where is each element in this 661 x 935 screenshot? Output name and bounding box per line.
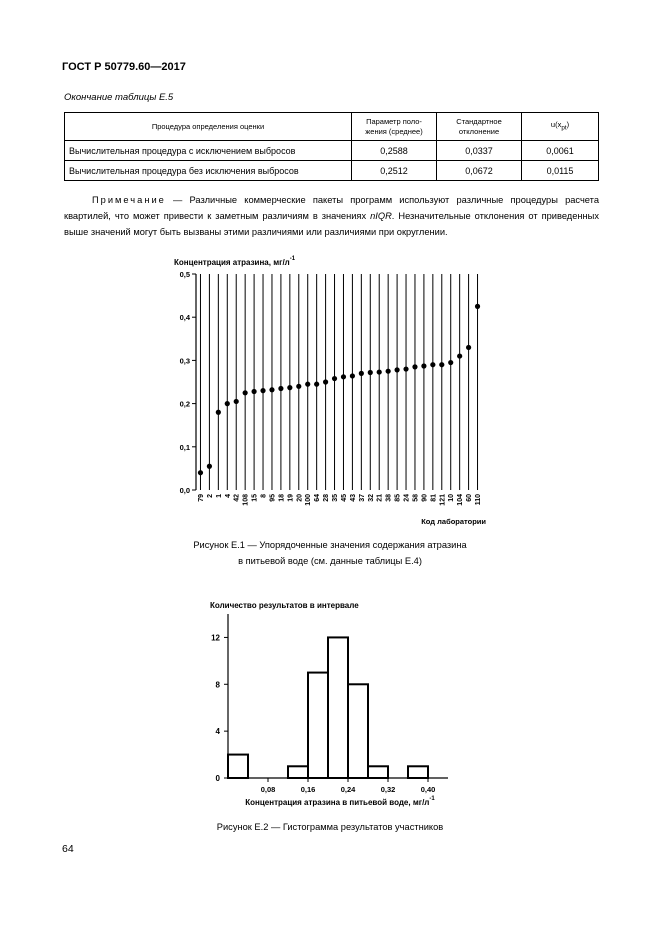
fig1-x-tick-label: 104 xyxy=(457,494,465,506)
fig1-x-tick-label: 43 xyxy=(349,494,357,502)
fig1-x-tick-label: 28 xyxy=(323,494,331,502)
fig1-x-tick-label: 85 xyxy=(394,494,402,502)
fig1-x-tick-label: 38 xyxy=(385,494,393,502)
fig1-x-tick-label: 32 xyxy=(367,494,375,502)
fig2-y-tick-label: 0 xyxy=(215,774,220,783)
fig1-point xyxy=(421,363,426,368)
fig1-xlabel: Код лаборатории xyxy=(421,517,486,526)
fig1-point xyxy=(332,376,337,381)
fig1-x-tick-label: 90 xyxy=(421,494,429,502)
fig1-x-tick-label: 60 xyxy=(466,494,474,502)
fig2-bar xyxy=(328,637,348,778)
header-std-line1: Стандартное xyxy=(456,116,502,126)
fig2-bar xyxy=(368,766,388,778)
row-param: 0,2588 xyxy=(352,141,437,161)
fig1-point xyxy=(439,362,444,367)
fig1-point xyxy=(305,382,310,387)
fig2-bar xyxy=(348,684,368,778)
fig2-x-tick-label: 0,16 xyxy=(300,785,316,794)
estimates-table xyxy=(64,112,599,181)
table-row xyxy=(65,141,599,161)
header-std-line2: отклонение xyxy=(458,126,500,136)
fig1-point xyxy=(403,366,408,371)
fig1-point xyxy=(243,390,248,395)
fig1-x-tick-label: 79 xyxy=(197,494,205,502)
fig1-x-tick-label: 42 xyxy=(233,494,241,502)
fig1-y-tick-label: 0,3 xyxy=(179,356,190,366)
fig1-point xyxy=(341,374,346,379)
table-caption: Окончание таблицы Е.5 xyxy=(64,92,174,103)
header-unc-main: u(x xyxy=(550,119,562,129)
fig1-caption-line2: в питьевой воде (см. данные таблицы Е.4) xyxy=(238,556,422,566)
fig1-point xyxy=(368,370,373,375)
fig1-point xyxy=(234,399,239,404)
fig1-plot-area xyxy=(198,274,482,506)
fig1-point xyxy=(278,386,283,391)
fig2-y-tick-label: 8 xyxy=(215,680,220,690)
fig2-bar xyxy=(408,766,428,778)
fig1-point xyxy=(466,345,471,350)
fig2-x-tick-label: 0,24 xyxy=(340,785,356,794)
row-std: 0,0672 xyxy=(437,161,522,181)
fig1-point xyxy=(475,304,480,309)
header-unc-end: ) xyxy=(566,119,570,129)
fig1-point xyxy=(314,382,319,387)
row-procedure: Вычислительная процедура без исключения выбросов xyxy=(65,161,352,181)
fig1-y-axis xyxy=(180,270,196,495)
fig1-x-tick-label: 108 xyxy=(242,494,250,506)
fig1-x-tick-label: 100 xyxy=(305,494,313,506)
table-row xyxy=(65,161,599,181)
row-param: 0,2512 xyxy=(352,161,437,181)
fig1-point xyxy=(412,364,417,369)
fig1-x-tick-label: 18 xyxy=(278,494,286,502)
figure-e2-chart xyxy=(190,592,480,814)
fig1-y-tick-label: 0,0 xyxy=(179,486,190,495)
fig1-point xyxy=(377,369,382,374)
document-header: ГОСТ Р 50779.60—2017 xyxy=(62,61,186,73)
note-niqr: nIQR xyxy=(370,211,392,221)
row-procedure: Вычислительная процедура с исключением выбросов xyxy=(65,141,352,161)
fig1-x-tick-label: 95 xyxy=(269,494,277,502)
fig1-y-tick-label: 0,5 xyxy=(179,270,190,279)
note-text-1: Различные коммерческие пакеты программ используют различные процедуры расчета квартилей, что может привести к заметным различиям в значениях xyxy=(64,195,599,221)
page-number: 64 xyxy=(62,843,74,855)
fig2-bar xyxy=(228,755,248,778)
fig1-point xyxy=(225,401,230,406)
fig1-point xyxy=(198,470,203,475)
fig1-x-tick-label: 121 xyxy=(439,494,447,506)
fig1-x-tick-label: 64 xyxy=(314,494,322,502)
fig1-x-tick-label: 110 xyxy=(475,494,483,506)
fig1-point xyxy=(394,367,399,372)
fig1-point xyxy=(386,369,391,374)
fig1-point xyxy=(287,385,292,390)
fig1-x-tick-label: 10 xyxy=(448,494,456,502)
note-paragraph xyxy=(64,192,599,240)
header-std xyxy=(437,113,522,141)
row-unc: 0,0061 xyxy=(522,141,599,161)
fig1-point xyxy=(323,379,328,384)
header-param-line1: Параметр поло- xyxy=(366,116,422,126)
header-param-line2: жения (среднее) xyxy=(365,126,423,136)
fig1-point xyxy=(269,387,274,392)
header-uncertainty xyxy=(522,113,599,141)
fig2-plot-area xyxy=(228,637,428,778)
fig2-x-tick-label: 0,08 xyxy=(260,785,276,794)
fig1-x-tick-label: 81 xyxy=(430,494,438,502)
header-procedure: Процедура определения оценки xyxy=(65,113,352,141)
table-header-row xyxy=(65,113,599,141)
figure-e2-caption: Рисунок Е.2 — Гистограмма результатов участников xyxy=(216,822,444,832)
row-std: 0,0337 xyxy=(437,141,522,161)
fig1-y-tick-label: 0,1 xyxy=(179,442,190,452)
fig1-x-tick-label: 19 xyxy=(287,494,295,502)
fig1-point xyxy=(207,464,212,469)
fig2-x-tick-label: 0,32 xyxy=(380,785,396,794)
figure-e1-caption xyxy=(150,537,510,569)
fig1-x-tick-label: 37 xyxy=(358,494,366,502)
fig1-point xyxy=(457,353,462,358)
fig1-x-tick-label: 35 xyxy=(332,494,340,502)
header-unc-sub: pt xyxy=(561,124,567,132)
fig2-bar xyxy=(308,673,328,778)
fig1-point xyxy=(216,410,221,415)
fig1-x-tick-label: 1 xyxy=(215,494,223,498)
fig1-x-tick-label: 20 xyxy=(296,494,304,502)
figure-e1-chart xyxy=(150,250,510,535)
fig2-y-tick-label: 12 xyxy=(211,633,220,643)
fig1-x-tick-label: 2 xyxy=(206,494,214,498)
fig1-x-tick-label: 15 xyxy=(251,494,259,502)
fig2-bar xyxy=(288,766,308,778)
fig1-ylabel: Концентрация атразина, $мг/л^{-1}$ xyxy=(174,256,296,267)
fig1-point xyxy=(350,373,355,378)
note-text-2: . Незначительные отклонения от приведенных выше значений могут быть вызваны этими различиями или различиями при округлении. xyxy=(64,211,599,237)
fig1-point xyxy=(260,388,265,393)
fig1-x-tick-label: 21 xyxy=(376,494,384,502)
fig1-x-tick-label: 8 xyxy=(260,494,268,498)
fig1-point xyxy=(296,384,301,389)
fig1-x-tick-label: 4 xyxy=(224,494,232,498)
note-dash: — xyxy=(165,195,190,205)
fig2-xlabel: Концентрация атразина в питьевой воде, $мг/л^{-1}$ xyxy=(245,796,435,807)
fig2-x-tick-label: 0,40 xyxy=(420,785,436,794)
fig1-point xyxy=(430,362,435,367)
fig1-point xyxy=(448,360,453,365)
fig1-point xyxy=(251,389,256,394)
fig2-ylabel: Количество результатов в интервале xyxy=(210,601,359,610)
fig1-x-tick-label: 45 xyxy=(340,494,348,502)
fig1-x-tick-label: 58 xyxy=(412,494,420,502)
header-param xyxy=(352,113,437,141)
fig2-y-tick-label: 4 xyxy=(215,727,220,737)
fig1-caption-line1: Рисунок Е.1 — Упорядоченные значения содержания атразина xyxy=(193,540,467,550)
row-unc: 0,0115 xyxy=(522,161,599,181)
fig1-point xyxy=(359,371,364,376)
fig1-x-tick-label: 24 xyxy=(403,494,411,502)
note-label: Примечание xyxy=(92,195,166,205)
fig1-y-tick-label: 0,2 xyxy=(179,399,190,409)
fig1-y-tick-label: 0,4 xyxy=(179,313,190,323)
